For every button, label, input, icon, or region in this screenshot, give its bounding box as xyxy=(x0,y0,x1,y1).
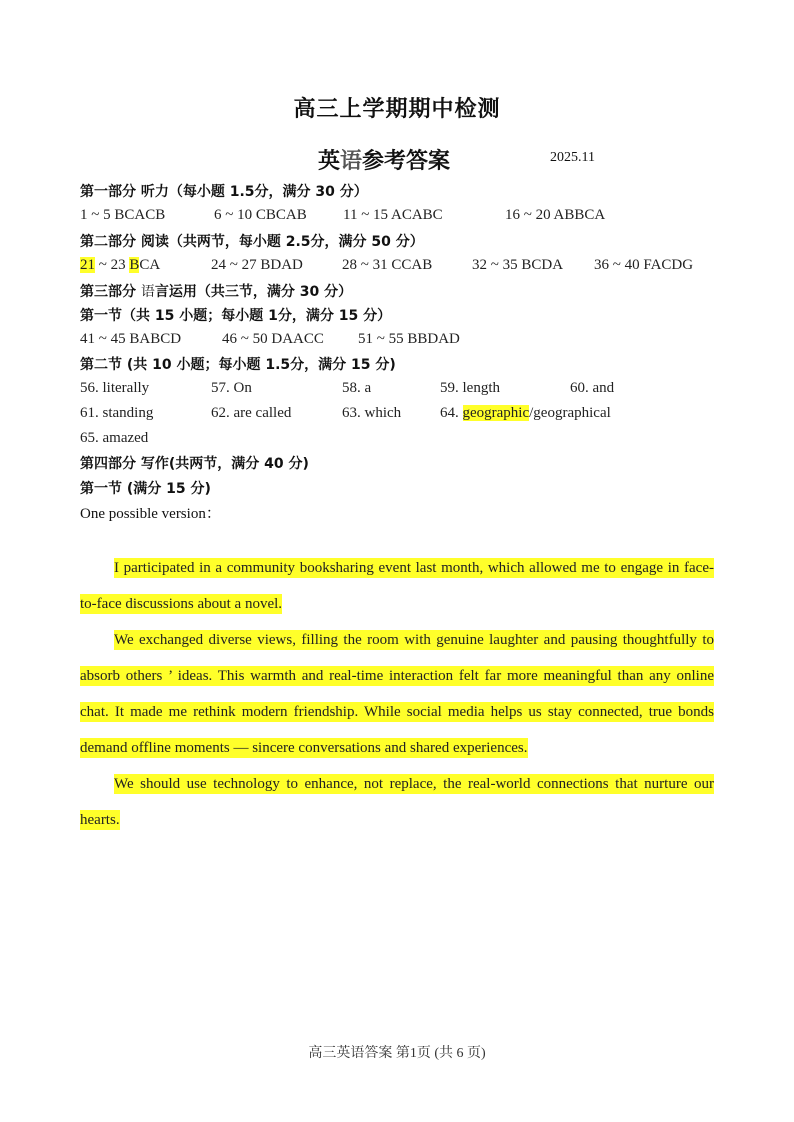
exam-date: 2025.11 xyxy=(550,150,595,165)
part2-answer-1-mid: ~ 23 xyxy=(95,257,130,273)
part2-answer-1 xyxy=(80,257,160,274)
blank-56: 56. literally xyxy=(80,380,150,396)
part2-answer-1-highlight-b: B xyxy=(129,257,140,273)
essay-paragraph-1: I participated in a community booksharing event last month, which allowed me to engage in face-to-face discussions about a novel. xyxy=(80,560,714,612)
part3-s1-answer-2: 46 ~ 50 DAACC xyxy=(222,331,324,347)
part4-heading: 第四部分 写作(共两节，满分 40 分) xyxy=(80,456,309,472)
part2-answer-4: 32 ~ 35 BCDA xyxy=(472,257,564,273)
page-subtitle xyxy=(318,144,450,175)
essay-paragraph-2: We exchanged diverse views, filling the room with genuine laughter and pausing thoughtfully to absorb others ’ ideas. This warmth and real-time interaction felt far more meaningful than any online chat. It made me rethink modern friendship. While social media helps us stay connected, true bonds demand offline moments — sincere conversations and shared experiences. xyxy=(80,632,714,756)
part1-answer-3: 11 ~ 15 ACABC xyxy=(343,207,443,223)
essay-paragraph xyxy=(80,550,714,622)
part3-section2-heading: 第二节 (共 10 小题；每小题 1.5分，满分 15 分) xyxy=(80,357,396,373)
blank-57: 57. On xyxy=(211,380,252,396)
part3-heading-c: 言运用（共三节，满分 30 分） xyxy=(154,284,353,300)
version-label: One possible version： xyxy=(80,506,221,522)
part3-s1-answer-3: 51 ~ 55 BBDAD xyxy=(358,331,460,347)
blank-61: 61. standing xyxy=(80,405,154,421)
part1-answer-2: 6 ~ 10 CBCAB xyxy=(214,207,307,223)
essay-paragraph xyxy=(80,766,714,838)
part1-answer-1: 1 ~ 5 BCACB xyxy=(80,207,166,223)
part2-answer-1-highlight-a: 21 xyxy=(80,257,95,273)
blank-64-highlight: geographic xyxy=(462,405,530,421)
blank-64-rest: /geographical xyxy=(529,405,611,421)
part3-section1-heading: 第一节（共 15 小题；每小题 1分，满分 15 分） xyxy=(80,308,392,324)
sample-essay xyxy=(80,550,714,838)
blank-59: 59. length xyxy=(440,380,500,396)
blank-58: 58. a xyxy=(342,380,372,396)
blank-63: 63. which xyxy=(342,405,402,421)
subtitle-part2: 语 xyxy=(340,149,363,174)
blank-64-number: 64. xyxy=(440,405,463,421)
part3-heading-a: 第三部分 xyxy=(80,284,141,300)
part3-heading xyxy=(80,282,352,302)
part1-answer-4: 16 ~ 20 ABBCA xyxy=(505,207,606,223)
blank-62: 62. are called xyxy=(211,405,292,421)
subtitle-part1: 英 xyxy=(318,149,341,174)
essay-paragraph xyxy=(80,622,714,766)
part3-s1-answer-1: 41 ~ 45 BABCD xyxy=(80,331,182,347)
blank-65: 65. amazed xyxy=(80,430,149,446)
page-title: 高三上学期期中检测 xyxy=(293,97,501,122)
part2-heading: 第二部分 阅读（共两节，每小题 2.5分，满分 50 分） xyxy=(80,234,424,250)
part2-answer-3: 28 ~ 31 CCAB xyxy=(342,257,433,273)
part4-section1-heading: 第一节 (满分 15 分) xyxy=(80,481,211,497)
part3-heading-b: 语 xyxy=(140,284,155,300)
blank-60: 60. and xyxy=(570,380,615,396)
part2-answer-1-end: CA xyxy=(139,257,161,273)
essay-paragraph-3: We should use technology to enhance, not replace, the real-world connections that nurture our hearts. xyxy=(80,776,714,828)
part2-answer-5: 36 ~ 40 FACDG xyxy=(594,257,694,273)
blank-64 xyxy=(440,405,611,422)
page-footer: 高三英语答案 第1页 (共 6 页) xyxy=(308,1046,486,1061)
subtitle-part3: 参考答案 xyxy=(362,149,451,174)
part2-answer-2: 24 ~ 27 BDAD xyxy=(211,257,303,273)
part1-heading: 第一部分 听力（每小题 1.5分，满分 30 分） xyxy=(80,184,368,200)
